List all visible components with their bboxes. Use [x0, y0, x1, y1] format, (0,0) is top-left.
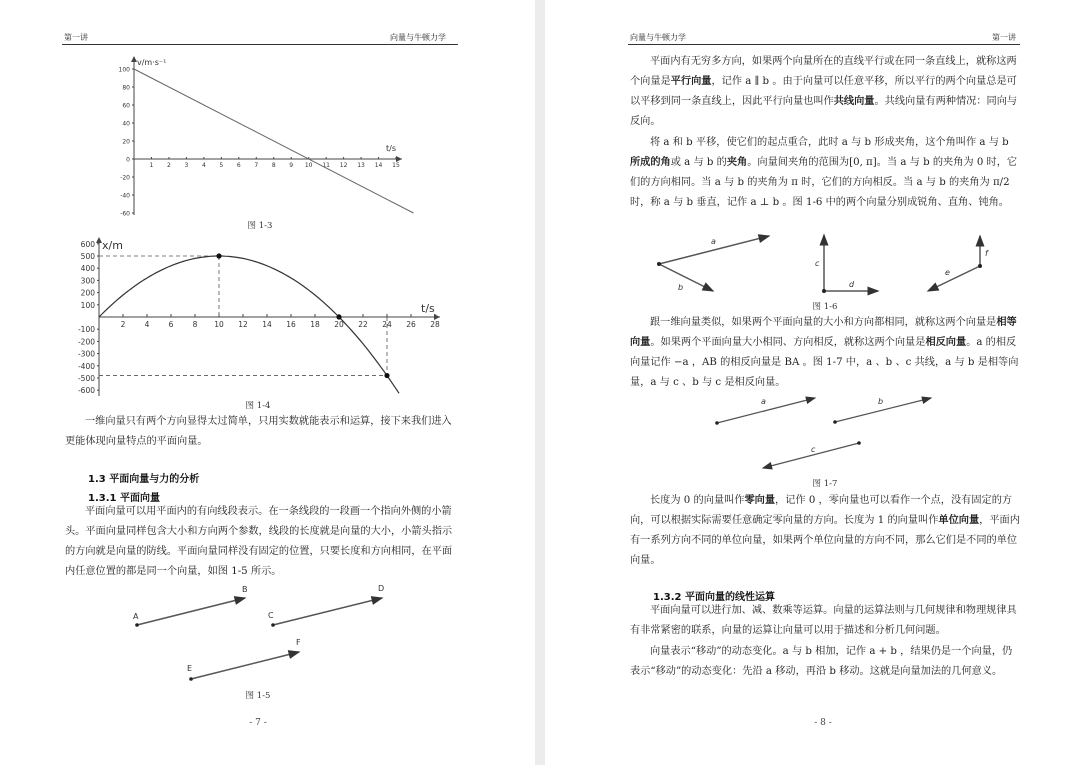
paragraph-equal-opposite-vectors: 跟一维向量类似，如果两个平面向量的大小和方向都相同，就称这两个向量是相等向量。如果两个平面向量大小相同、方向相反，就称这两个向量是相反向量。a 的相反向量记作 −a ，AB 的相反向量是 BA 。图 1-7 中，a 、b 、c 共线，a 与 b 是相等向量，a 与 c 、b 与 c 是相反向量。: [630, 317, 1019, 388]
figure-1-7-caption: 图 1-7: [812, 479, 838, 489]
page-number: - 8 -: [814, 718, 832, 728]
x-tick-label: 3: [184, 162, 189, 169]
page-number: - 7 -: [249, 718, 267, 728]
y-tick-label: 400: [80, 264, 95, 274]
y-tick-label: -300: [77, 349, 95, 359]
page-7: [0, 0, 535, 765]
start-a: [715, 421, 719, 425]
header-chapter: 第一讲: [992, 33, 1016, 42]
header-title: 向量与牛顿力学: [390, 33, 446, 42]
x-tick-label: 2: [167, 162, 171, 169]
point-e: [189, 677, 193, 681]
label-a: a: [711, 237, 716, 246]
y-tick-label: 40: [122, 120, 130, 128]
label-e: E: [187, 664, 193, 673]
x-tick-label: 28: [430, 320, 440, 329]
y-tick-label: 500: [80, 252, 95, 261]
paragraph-vector-angle: 将 a 和 b 平移，使它们的起点重合，此时 a 与 b 形成夹角，这个角叫作 a 与 b 所成的角或 a 与 b 的夹角。向量间夹角的范围为[0, π]。当 a 与 b 的夹角为 0 时，它们的方向相同。当 a 与 b 的夹角为 π 时，它们的方向相反。当 a 与 b 的夹角为 π/2 时，称 a 与 b 垂直，记作 a ⊥ b 。图 1-6 中的两个向量分别成锐角、直角、钝角。: [630, 137, 1018, 208]
figure-1-6-caption: 图 1-6: [812, 302, 838, 312]
x-tick-label: 6: [168, 320, 174, 329]
x-tick-label: 10: [214, 320, 224, 329]
label-c: c: [815, 259, 820, 268]
y-tick-label: -20: [120, 174, 130, 182]
vector-ab: [137, 598, 245, 625]
vector-ef: [191, 652, 299, 679]
y-tick-label: -40: [120, 192, 130, 200]
x-tick-label: 6: [236, 162, 241, 169]
label-c: C: [268, 611, 274, 620]
label-b: B: [242, 585, 248, 594]
figure-1-7-collinear: [545, 0, 1080, 480]
x-tick-label: 26: [406, 320, 416, 329]
y-tick-label: -400: [77, 361, 95, 371]
paragraph-linear-operations: 平面向量可以进行加、减、数乘等运算。向量的运算法则与几何规律和物理规律具有非常紧密的联系，向量的运算让向量可以用于描述和分析几何问题。: [630, 605, 1017, 636]
figure-1-3-caption: 图 1-3: [247, 221, 273, 231]
y-tick-label: 100: [118, 66, 130, 74]
figure-1-4-caption: 图 1-4: [245, 401, 271, 411]
paragraph-parallel-vectors: 平面内有无穷多方向，如果两个向量所在的直线平行或在同一条直线上，就称这两个向量是平行向量，记作 a ∥ b 。由于向量可以任意平移，所以平行的两个向量总是可以平移到同一条直线上，因此平行向量也叫作共线向量。共线向量有两种情况：同向与反向。: [630, 56, 1018, 127]
section-heading-1-3: 1.3 平面向量与力的分析: [88, 474, 200, 485]
x-axis-label: t/s: [421, 302, 435, 315]
y-axis-label: v/m·s⁻¹: [137, 58, 167, 67]
label-d: d: [849, 280, 855, 289]
start-b: [833, 420, 837, 424]
label-b: b: [678, 283, 684, 292]
x-tick-label: 15: [392, 162, 400, 169]
x-tick-label: 14: [262, 320, 272, 329]
label-b: b: [878, 397, 884, 406]
start-c: [857, 441, 861, 445]
y-tick-label: 60: [122, 102, 130, 110]
y-tick-label: -200: [77, 337, 95, 347]
label-f: F: [296, 638, 301, 647]
y-tick-label: 80: [122, 84, 130, 92]
y-tick-label: 20: [122, 138, 130, 146]
vector-cd: [273, 598, 382, 625]
y-tick-label: 0: [126, 156, 130, 164]
paragraph-plane-vector: 平面向量可以用平面内的有向线段表示。在一条线段的一段画一个指向外侧的小箭头。平面向量同样包含大小和方向两个参数，线段的长度就是向量的大小，小箭头指示的方向就是向量的防线。平面向量同样没有固定的位置，只要长度和方向相同，在平面内任意位置的都是同一个向量，如图 1-5 所示。: [65, 506, 453, 577]
x-tick-label: 13: [357, 162, 365, 169]
y-tick-label: -600: [77, 386, 95, 396]
x-tick-label: 5: [219, 162, 224, 169]
x-tick-label: 12: [238, 320, 248, 329]
x-axis-label: t/s: [386, 144, 396, 153]
x-tick-label: 4: [201, 162, 206, 169]
y-axis-label: x/m: [102, 239, 123, 252]
x-tick-label: 4: [144, 320, 150, 329]
point-a: [135, 623, 139, 627]
header-chapter: 第一讲: [64, 33, 88, 42]
label-e: e: [945, 268, 950, 277]
paragraph-zero-unit-vectors: 长度为 0 的向量叫作零向量，记作 0 ，零向量也可以看作一个点，没有固定的方向，可以根据实际需要任意确定零向量的方向。长度为 1 的向量叫作单位向量，平面内有一系列方向不同的单位向量，如果两个单位向量的方向不同，那么它们是不同的单位向量。: [630, 495, 1020, 566]
y-tick-label: -500: [77, 374, 95, 383]
label-c: c: [811, 445, 816, 454]
x-tick-label: 16: [286, 320, 296, 329]
x-tick-label: 18: [310, 320, 320, 329]
x-tick-label: 11: [322, 162, 330, 169]
label-f: f: [985, 249, 988, 258]
y-tick-label: -60: [120, 210, 130, 218]
section-heading-1-3-2: 1.3.2 平面向量的线性运算: [653, 592, 775, 603]
paragraph-1d-summary: 一维向量只有两个方向显得太过简单，只用实数就能表示和运算，接下来我们进入更能体现向量特点的平面向量。: [65, 416, 452, 447]
x-tick-label: 20: [334, 320, 344, 329]
x-tick-label: 24: [382, 320, 392, 329]
label-a: A: [133, 612, 139, 621]
x-tick-label: 8: [192, 320, 198, 329]
label-d: D: [378, 584, 385, 593]
vector-a: [717, 398, 815, 423]
figure-1-5-vectors: [0, 0, 535, 700]
x-tick-label: 7: [254, 162, 259, 169]
y-tick-label: 100: [80, 300, 95, 310]
y-tick-label: 300: [80, 276, 95, 286]
section-heading-1-3-1: 1.3.1 平面向量: [88, 493, 160, 504]
page-8: [545, 0, 1080, 765]
paragraph-vector-addition: 向量表示“移动”的动态变化。a 与 b 相加，记作 a + b ，结果仍是一个向量，仍表示“移动”的动态变化：先沿 a 移动，再沿 b 移动。这就是向量加法的几何意义。: [630, 646, 1013, 677]
x-tick-label: 14: [374, 162, 383, 169]
x-tick-label: 22: [358, 320, 368, 329]
x-tick-label: 10: [304, 162, 313, 169]
point-c: [271, 623, 275, 627]
figure-1-5-caption: 图 1-5: [245, 691, 271, 701]
x-tick-label: 12: [339, 162, 348, 169]
label-a: a: [761, 397, 766, 406]
y-tick-label: 600: [80, 239, 95, 249]
x-tick-label: 1: [149, 162, 154, 169]
y-tick-label: 200: [80, 288, 95, 298]
y-tick-label: -100: [77, 325, 95, 335]
x-tick-label: 8: [271, 162, 276, 169]
x-tick-label: 2: [120, 320, 126, 329]
header-title: 向量与牛顿力学: [630, 33, 686, 42]
x-tick-label: 9: [289, 162, 294, 169]
